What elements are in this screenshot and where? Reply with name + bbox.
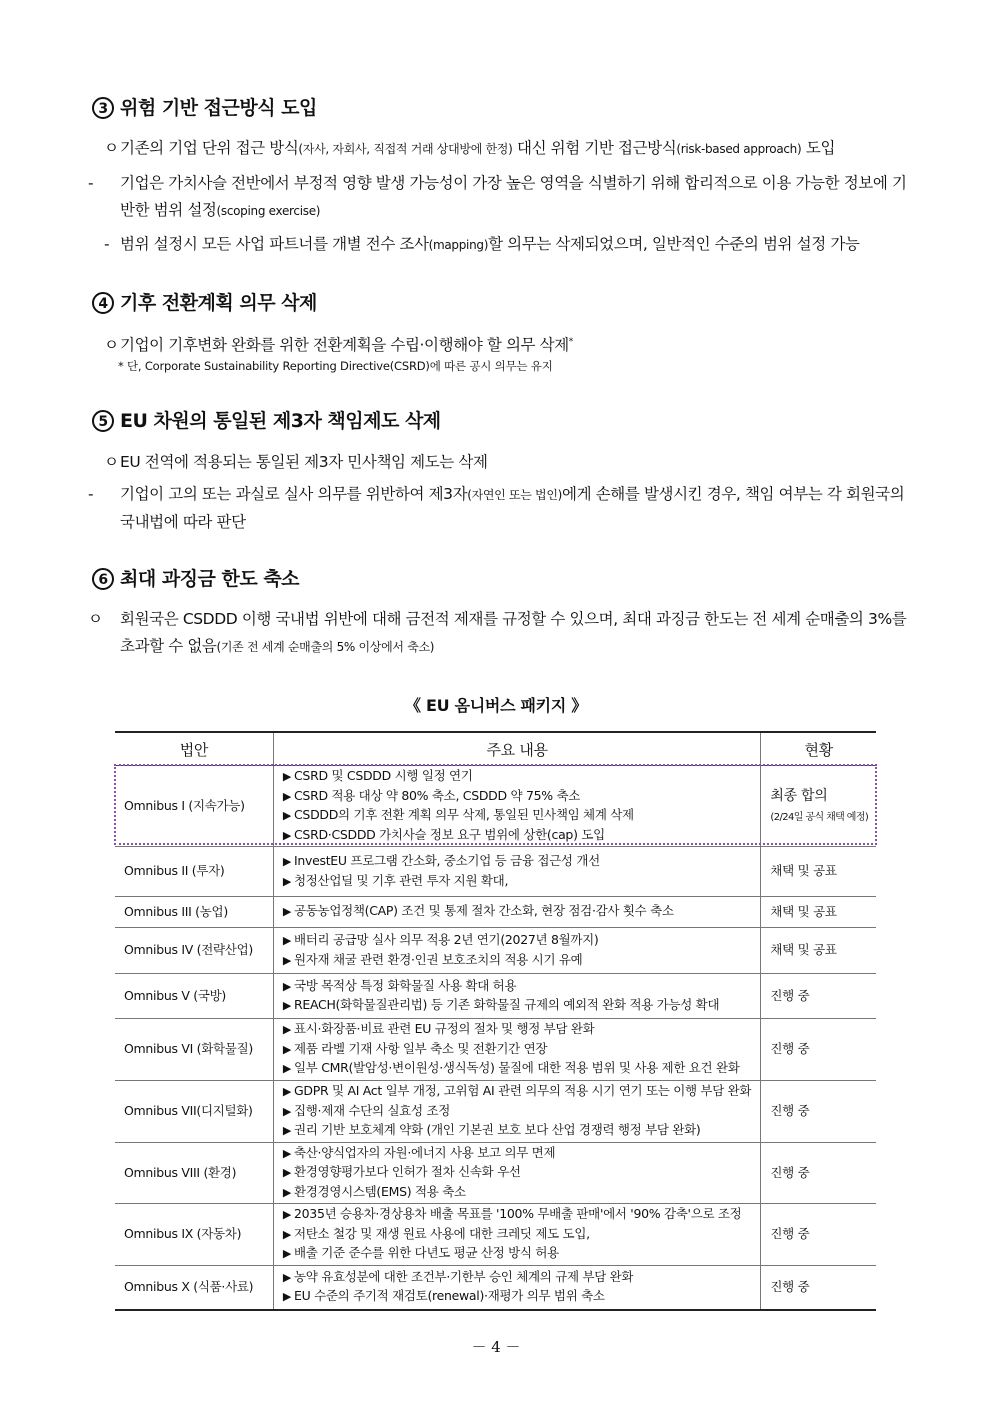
content-item <box>283 951 760 971</box>
table-row <box>115 1204 876 1266</box>
triangle-bullet-icon: ▶ <box>282 1023 291 1037</box>
content-item-text: 배터리 공급망 실사 의무 적용 2년 연기(2027년 8월까지) <box>294 932 599 947</box>
triangle-bullet-icon: ▶ <box>282 934 291 947</box>
content-item <box>283 1121 760 1141</box>
content-cell <box>273 928 761 974</box>
content-item <box>283 1102 760 1122</box>
section-5-item-2: - 기업이 고의 또는 과실로 실사 의무를 위반하여 제3자(자연인 또는 법인)에게 손해를 발생시킨 경우, 책임 여부는 각 회원국의 국내법에 따라 판단 <box>88 485 905 531</box>
triangle-bullet-icon: ▶ <box>282 1208 291 1221</box>
status-cell <box>761 974 876 1019</box>
table-row <box>115 897 876 928</box>
content-cell <box>273 847 761 897</box>
triangle-bullet-icon: ▶ <box>282 874 291 888</box>
section-3-item-2: - 기업은 가치사슬 전반에서 부정적 영향 발생 가능성이 가장 높은 영역을 식별하기 위해 합리적으로 이용 가능한 정보에 기반한 범위 설정(scoping exercise) <box>88 174 907 219</box>
triangle-bullet-icon: ▶ <box>282 1146 291 1160</box>
content-item <box>283 1040 760 1060</box>
table-row <box>115 766 876 847</box>
content-item <box>283 767 760 787</box>
content-item-text: 원자재 채굴 관련 환경·인권 보호조치의 적용 시기 유예 <box>294 951 583 967</box>
status-text: 진행 중 <box>770 1041 810 1057</box>
law-cell: Omnibus II (투자) <box>115 847 273 897</box>
status-text: 최종 합의 <box>770 788 828 805</box>
status-text: 채택 및 공표 <box>770 863 837 879</box>
status-text: 진행 중 <box>770 1164 810 1180</box>
content-item <box>283 1020 760 1040</box>
law-cell: Omnibus VII(디지털화) <box>115 1081 273 1143</box>
content-item-text: REACH(화학물질관리법) 등 기존 화학물질 규제의 예외적 완화 적용 가능성 확대 <box>294 997 720 1012</box>
content-item <box>283 931 760 951</box>
triangle-bullet-icon: ▶ <box>282 1085 291 1098</box>
table-row <box>115 1142 876 1204</box>
content-item <box>283 826 760 846</box>
triangle-bullet-icon: ▶ <box>282 855 291 868</box>
content-cell <box>273 897 761 928</box>
table-row <box>115 1019 876 1081</box>
table-row <box>115 974 876 1019</box>
triangle-bullet-icon: ▶ <box>282 1042 291 1056</box>
triangle-bullet-icon: ▶ <box>282 905 291 919</box>
section-4-note: * 단, Corporate Sustainability Reporting Directive(CSRD)에 따른 공시 의무는 유지 <box>118 359 553 373</box>
triangle-bullet-icon: ▶ <box>282 999 291 1012</box>
content-item <box>283 852 760 872</box>
content-item <box>283 977 760 997</box>
section-4-item-1: ㅇ기업이 기후변화 완화를 위한 전환계획을 수립·이행해야 할 의무 삭제* <box>104 336 573 355</box>
section-6-title: 6 최대 과징금 한도 축소 <box>92 564 299 591</box>
status-text: 채택 및 공표 <box>770 942 837 958</box>
content-item <box>283 1183 760 1203</box>
law-cell: Omnibus IX (자동차) <box>115 1204 273 1266</box>
status-cell <box>761 1019 876 1081</box>
content-item <box>283 1225 760 1245</box>
content-item <box>283 1163 760 1183</box>
triangle-bullet-icon: ▶ <box>282 1247 291 1260</box>
content-item-text: 농약 유효성분에 대한 조건부·기한부 승인 체계의 규제 부담 완화 <box>294 1268 634 1284</box>
header-content: 주요 내용 <box>273 732 761 766</box>
status-cell <box>761 1204 876 1266</box>
content-item <box>283 996 760 1016</box>
table-row <box>115 928 876 974</box>
triangle-bullet-icon: ▶ <box>282 809 291 822</box>
triangle-bullet-icon: ▶ <box>282 789 291 803</box>
status-text: 진행 중 <box>770 1279 810 1294</box>
section-3-title: 3 위험 기반 접근방식 도입 <box>92 93 317 120</box>
section-3-item-3: - 범위 설정시 모든 사업 파트너를 개별 전수 조사(mapping)할 의무는 삭제되었으며, 일반적인 수준의 범위 설정 가능 <box>104 235 860 253</box>
triangle-bullet-icon: ▶ <box>282 1104 291 1118</box>
triangle-bullet-icon: ▶ <box>282 1270 291 1284</box>
content-item-text: 국방 목적상 특정 화학물질 사용 확대 허용 <box>294 977 517 993</box>
status-cell <box>761 897 876 928</box>
triangle-bullet-icon: ▶ <box>282 1166 291 1179</box>
law-cell: Omnibus IV (전략산업) <box>115 928 273 974</box>
triangle-bullet-icon: ▶ <box>282 979 291 993</box>
law-cell: Omnibus Ⅰ (지속가능) <box>115 766 273 847</box>
content-item-text: 배출 기준 준수를 위한 다년도 평균 산정 방식 허용 <box>294 1245 559 1260</box>
table-body <box>115 766 876 1311</box>
triangle-bullet-icon: ▶ <box>282 1185 291 1199</box>
law-cell: Omnibus VIII (환경) <box>115 1142 273 1204</box>
law-cell: Omnibus V (국방) <box>115 974 273 1019</box>
content-item-text: CSRD 적용 대상 약 80% 축소, CSDDD 약 75% 축소 <box>294 787 581 803</box>
section-6-item-1: ㅇ 회원국은 CSDDD 이행 국내법 위반에 대해 금전적 제재를 규정할 수 있으며, 최대 과징금 한도는 전 세계 순매출의 3%를 초과할 수 없음(기존 전 세계 순매출의 5% 이상에서 축소) <box>88 610 907 655</box>
header-status: 현황 <box>761 732 876 766</box>
triangle-bullet-icon: ▶ <box>282 770 291 783</box>
header-law: 법안 <box>115 732 273 766</box>
status-text: 진행 중 <box>770 987 810 1003</box>
content-item <box>283 1205 760 1225</box>
content-item-text: 공동농업정책(CAP) 조건 및 통제 절차 간소화, 현장 점검·감사 횟수 축소 <box>294 903 674 919</box>
omnibus-table <box>115 731 876 1311</box>
status-cell <box>761 1081 876 1143</box>
table-row <box>115 1265 876 1310</box>
content-item-text: 청정산업딜 및 기후 관련 투자 지원 확대, <box>294 872 509 888</box>
content-item-text: 제품 라벨 기재 사항 일부 축소 및 전환기간 연장 <box>294 1040 548 1056</box>
status-cell <box>761 766 876 847</box>
content-item-text: 축산·양식업자의 자원·에너지 사용 보고 의무 면제 <box>294 1144 556 1160</box>
law-cell: Omnibus VI (화학물질) <box>115 1019 273 1081</box>
status-cell <box>761 928 876 974</box>
triangle-bullet-icon: ▶ <box>282 1124 291 1137</box>
content-item-text: CSRD 및 CSDDD 시행 일정 연기 <box>294 768 473 783</box>
content-item-text: InvestEU 프로그램 간소화, 중소기업 등 금융 접근성 개선 <box>294 853 600 868</box>
section-5-item-1: ㅇEU 전역에 적용되는 통일된 제3자 민사책임 제도는 삭제 <box>104 453 488 471</box>
content-item-text: 환경영향평가보다 인허가 절차 신속화 우선 <box>294 1164 521 1179</box>
content-item <box>283 1287 760 1307</box>
section-5-title: 5 EU 차원의 통일된 제3자 책임제도 삭제 <box>92 406 441 433</box>
content-item <box>283 806 760 826</box>
status-subtext: (2/24일 공식 채택 예정) <box>770 811 869 823</box>
status-text: 진행 중 <box>770 1226 810 1241</box>
status-cell <box>761 847 876 897</box>
triangle-bullet-icon: ▶ <box>282 953 291 967</box>
triangle-bullet-icon: ▶ <box>282 1290 291 1304</box>
law-cell: Omnibus III (농업) <box>115 897 273 928</box>
content-cell <box>273 766 761 847</box>
content-cell <box>273 1019 761 1081</box>
content-item-text: CSDDD의 기후 전환 계획 의무 삭제, 통일된 민사책임 체계 삭제 <box>294 807 634 822</box>
content-item-text: GDPR 및 AI Act 일부 개정, 고위험 AI 관련 의무의 적용 시기 연기 또는 이행 부담 완화 <box>294 1083 752 1098</box>
content-item <box>283 1082 760 1102</box>
content-item-text: 표시·화장품·비료 관련 EU 규정의 절차 및 행정 부담 완화 <box>294 1021 595 1037</box>
section-3-item-1: ㅇ기존의 기업 단위 접근 방식(자사, 자회사, 직접적 거래 상대방에 한정) 대신 위험 기반 접근방식(risk-based approach) 도입 <box>104 139 836 157</box>
content-cell <box>273 1081 761 1143</box>
content-item-text: EU 수준의 주기적 재검토(renewal)·재평가 의무 범위 축소 <box>294 1288 605 1304</box>
content-item-text: 저탄소 철강 및 재생 원료 사용에 대한 크레딧 제도 도입, <box>294 1225 590 1241</box>
content-cell <box>273 974 761 1019</box>
table-row <box>115 1081 876 1143</box>
content-item-text: 권리 기반 보호체계 약화 (개인 기본권 보호 보다 산업 경쟁력 행정 부담 완화) <box>294 1122 701 1137</box>
triangle-bullet-icon: ▶ <box>282 828 291 842</box>
content-item-text: CSRD·CSDDD 가치사슬 정보 요구 범위에 상한(cap) 도입 <box>294 826 605 842</box>
content-item <box>283 1059 760 1079</box>
table-title: 《 EU 옴니버스 패키지 》 <box>405 696 587 715</box>
content-item <box>283 1244 760 1264</box>
status-text: 채택 및 공표 <box>770 903 837 919</box>
content-item-text: 2035년 승용차·경상용차 배출 목표를 '100% 무배출 판매'에서 '90% 감축'으로 조정 <box>294 1206 742 1221</box>
content-item-text: 일부 CMR(발암성·변이원성·생식독성) 물질에 대한 적용 범위 및 사용 제한 요건 완화 <box>294 1060 740 1076</box>
content-item <box>283 1268 760 1288</box>
status-cell <box>761 1265 876 1310</box>
content-item <box>283 872 760 892</box>
status-cell <box>761 1142 876 1204</box>
law-cell: Omnibus X (식품·사료) <box>115 1265 273 1310</box>
content-cell <box>273 1204 761 1266</box>
content-item-text: 환경경영시스템(EMS) 적용 축소 <box>294 1183 466 1199</box>
content-cell <box>273 1265 761 1310</box>
content-item <box>283 1144 760 1164</box>
content-item <box>283 902 760 922</box>
triangle-bullet-icon: ▶ <box>282 1062 291 1076</box>
table-header-row <box>115 732 876 766</box>
content-item <box>283 787 760 807</box>
content-cell <box>273 1142 761 1204</box>
table-row <box>115 847 876 897</box>
page-number: － 4 － <box>471 1338 521 1356</box>
section-4-title: 4 기후 전환계획 의무 삭제 <box>92 288 317 315</box>
content-item-text: 집행·제재 수단의 실효성 조정 <box>294 1102 450 1118</box>
triangle-bullet-icon: ▶ <box>282 1227 291 1241</box>
status-text: 진행 중 <box>770 1103 810 1118</box>
